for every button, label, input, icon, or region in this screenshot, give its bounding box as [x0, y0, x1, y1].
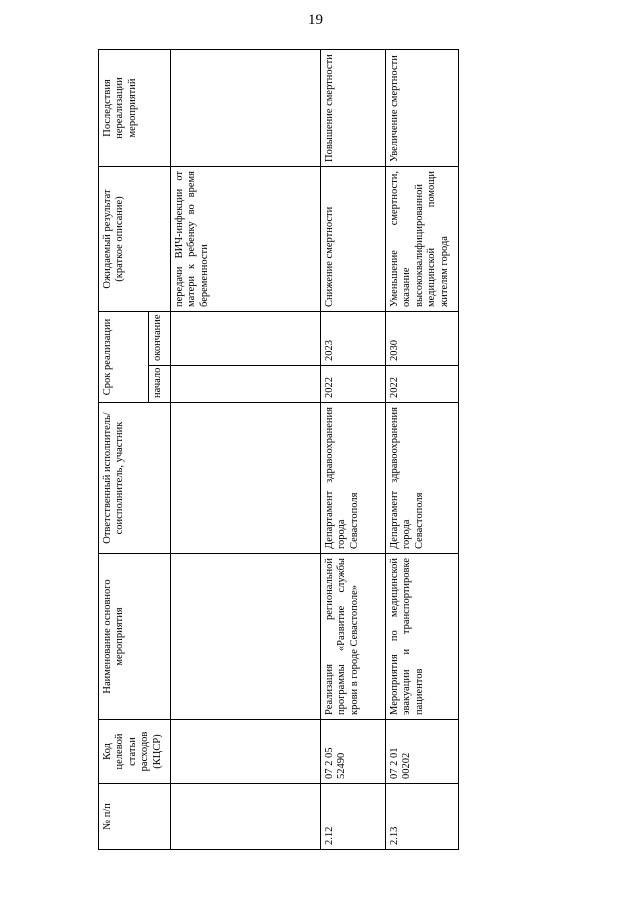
row-executor [171, 403, 321, 554]
header-result: Ожидаемый результат (краткое описание) [99, 166, 171, 311]
row-name [171, 554, 321, 720]
header-name: Наименование основного мероприятия [99, 554, 171, 720]
table-row [386, 49, 459, 849]
row-code: 07 2 01 00202 [386, 720, 459, 784]
row-num: 2.12 [321, 784, 386, 850]
row-executor [386, 403, 459, 554]
row-result: передачи ВИЧ-инфекции от матери к ребенку во время беременности [171, 166, 321, 311]
table-header-row [99, 49, 149, 849]
table-row [171, 49, 321, 849]
row-name: Реализация региональной программы «Развитие службы крови в городе Севастополе» [321, 554, 386, 720]
executor-line-1: Департамент здравоохранения города [324, 407, 348, 549]
row-consequence: Увеличение смертности [386, 49, 459, 166]
header-start: начало [149, 366, 171, 403]
row-num [171, 784, 321, 850]
table-row [321, 49, 386, 849]
header-code: Код целевой статьи расходов (КЦСР) [99, 720, 171, 784]
header-num: № п/п [99, 784, 171, 850]
row-result: Снижение смертности [321, 166, 386, 311]
header-consequence: Последствия нереализации мероприятий [99, 49, 171, 166]
row-end: 2030 [386, 311, 459, 365]
executor-line-2: Севастополя [348, 492, 360, 549]
row-start: 2022 [321, 366, 386, 403]
row-start: 2022 [386, 366, 459, 403]
page-number: 19 [308, 12, 323, 28]
row-start [171, 366, 321, 403]
row-code: 07 2 05 52490 [321, 720, 386, 784]
header-executor: Ответственный исполнитель/соисполнитель, участник [99, 403, 171, 554]
executor-line-2: Севастополя [413, 492, 425, 549]
row-name: Мероприятия по медицинской эвакуации и транспортировке пациентов [386, 554, 459, 720]
row-executor [321, 403, 386, 554]
header-end: окончание [149, 311, 171, 365]
measures-table [98, 49, 459, 850]
row-result: Уменьшение смертности, оказание высококвалифицированной медицинской помощи жителям города [386, 166, 459, 311]
header-period: Срок реализации [99, 311, 149, 402]
rotated-table-wrapper [98, 50, 458, 850]
executor-line-1: Департамент здравоохранения города [389, 407, 413, 549]
row-consequence: Повышение смертности [321, 49, 386, 166]
row-consequence [171, 49, 321, 166]
row-end [171, 311, 321, 365]
row-num: 2.13 [386, 784, 459, 850]
row-code [171, 720, 321, 784]
row-end: 2023 [321, 311, 386, 365]
